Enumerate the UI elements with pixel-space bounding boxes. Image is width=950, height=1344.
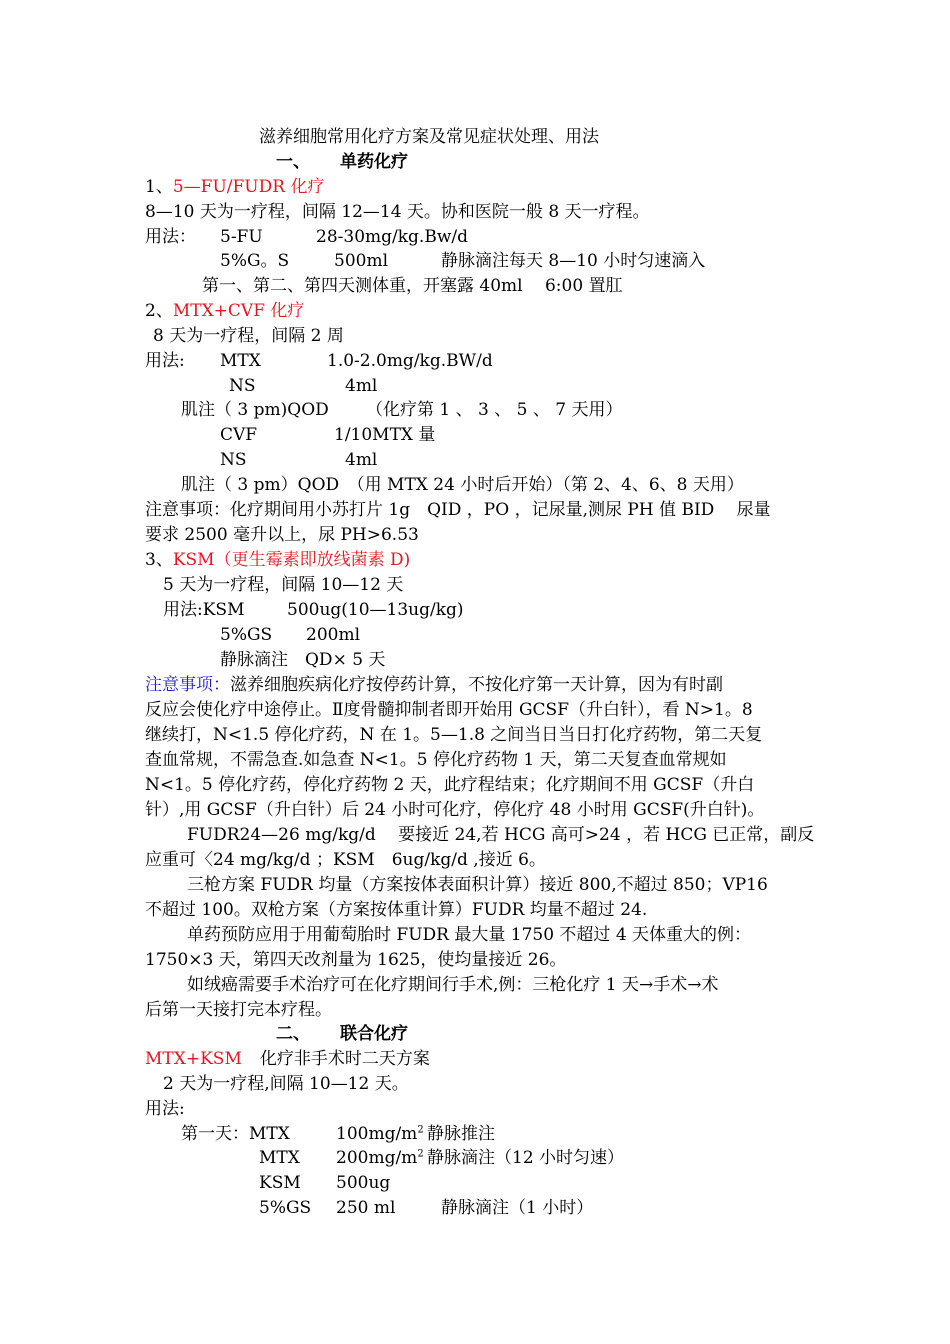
note: （化疗第 1 、 3 、 5 、 7 天用） — [366, 400, 623, 420]
text-line: 第一、第二、第四天测体重，开塞露 40ml 6:00 置肛 — [202, 276, 623, 296]
text-line: 8—10 天为一疗程，间隔 12—14 天。协和医院一般 8 天一疗程。 — [145, 202, 650, 222]
notes-line: 不超过 100。双枪方案（方案按体重计算）FUDR 均量不超过 24. — [145, 900, 648, 920]
dose: 28-30mg/kg.Bw/d — [316, 227, 468, 247]
regimen-name: 5—FU/FUDR 化疗 — [172, 177, 325, 197]
dose: 1/10MTX 量 — [334, 425, 436, 445]
dose: 500ug(10—13ug/kg) — [287, 600, 464, 620]
route: 静脉滴注 QD× 5 天 — [220, 650, 386, 670]
dose: 4ml — [345, 450, 378, 470]
dose: 500ml — [334, 251, 389, 271]
notes-line: N<1。5 停化疗药，停化疗药物 2 天，此疗程结束；化疗期间不用 GCSF（升白 — [145, 775, 755, 795]
drug-name: 5%G。S — [220, 251, 290, 271]
regimen-name: MTX+KSM — [145, 1049, 242, 1069]
dose: 4ml — [345, 376, 378, 396]
drug-name: MTX — [220, 351, 261, 371]
item-heading-1: 1、5—FU/FUDR 化疗 — [145, 177, 325, 197]
drug-name: CVF — [220, 425, 258, 445]
section-number: 一、 — [276, 152, 310, 172]
drug-name: 5-FU — [220, 227, 263, 247]
route: 肌注（ 3 pm）QOD （用 MTX 24 小时后开始）（第 2、4、6、8 天用） — [181, 475, 744, 495]
notes-line: FUDR24—26 mg/kg/d 要接近 24,若 HCG 高可>24 ，若 HCG 已正常，副反 — [187, 825, 815, 845]
item-heading-3: 3、KSM（更生霉素即放线菌素 D) — [145, 550, 411, 570]
drug-name: 第一天：MTX — [181, 1124, 290, 1144]
text-line: 2 天为一疗程,间隔 10—12 天。 — [163, 1074, 409, 1094]
notes-line: 反应会使化疗中途停止。Ⅱ度骨髓抑制者即开始用 GCSF（升白针），看 N>1。8 — [145, 700, 753, 720]
dose: $200mg/m^2$ — [336, 1148, 424, 1168]
document-title: 滋养细胞常用化疗方案及常见症状处理、用法 — [259, 127, 599, 147]
drug-name: NS — [229, 376, 256, 396]
text-line: 8 天为一疗程，间隔 2 周 — [153, 326, 344, 346]
text-line: 用法： — [145, 227, 196, 247]
dose: 500ug — [336, 1173, 391, 1193]
notes-line: 查血常规，不需急查.如急查 N<1。5 停化疗药物 1 天，第二天复查血常规如 — [145, 750, 727, 770]
route: 静脉滴注（12 小时匀速） — [427, 1148, 625, 1168]
notes-line: 继续打，N<1.5 停化疗药，N 在 1。5—1.8 之间当日当日打化疗药物，第二天复 — [145, 725, 763, 745]
dose: 200ml — [306, 625, 361, 645]
notes-line: 三枪方案 FUDR 均量（方案按体表面积计算）接近 800,不超过 850；VP16 — [187, 875, 768, 895]
combo-heading: MTX+KSM 化疗非手术时二天方案 — [145, 1049, 430, 1069]
notes-line: 1750×3 天，第四天改剂量为 1625，使均量接近 26。 — [145, 950, 567, 970]
section-heading-1 — [276, 150, 408, 174]
item-heading-2: 2、MTX+CVF 化疗 — [145, 301, 305, 321]
notes-line: 应重可〈24 mg/kg/d ；KSM 6ug/kg/d ,接近 6。 — [145, 850, 546, 870]
drug-name: NS — [220, 450, 247, 470]
dose: 1.0-2.0mg/kg.BW/d — [327, 351, 493, 371]
drug-name: KSM — [259, 1173, 301, 1193]
text-line: 5 天为一疗程，间隔 10—12 天 — [163, 575, 404, 595]
notes-line: 如绒癌需要手术治疗可在化疗期间行手术,例：三枪化疗 1 天→手术→术 — [187, 975, 719, 995]
section-heading-2 — [276, 1022, 408, 1046]
section-number: 二、 — [276, 1024, 310, 1044]
text-line: 用法: — [145, 351, 185, 371]
drug-name: 5%GS — [220, 625, 273, 645]
notes-label: 注意事项： — [145, 675, 230, 695]
regimen-name: KSM（更生霉素即放线菌素 D) — [172, 550, 411, 570]
section-label: 联合化疗 — [340, 1024, 408, 1044]
section-label: 单药化疗 — [340, 152, 408, 172]
text-line: 注意事项：化疗期间用小苏打片 1g QID ，PO ，记尿量,测尿 PH 值 BID 尿量 — [145, 500, 771, 520]
dose: $100mg/m^2$ — [336, 1124, 424, 1144]
route: 静脉推注 — [427, 1124, 495, 1144]
text-line: 要求 2500 毫升以上，尿 PH>6.53 — [145, 525, 419, 545]
notes-line: 单药预防应用于用葡萄胎时 FUDR 最大量 1750 不超过 4 天体重大的例： — [187, 925, 752, 945]
text-line: 用法: — [145, 1099, 185, 1119]
drug-name: 用法:KSM — [163, 600, 245, 620]
route: 静脉滴注（1 小时） — [441, 1198, 594, 1218]
drug-name: 5%GS — [259, 1198, 312, 1218]
notes-line: 针）,用 GCSF（升白针）后 24 小时可化疗，停化疗 48 小时用 GCSF(升白针)。 — [145, 800, 765, 820]
notes-line: 后第一天接打完本疗程。 — [145, 1000, 332, 1020]
route: 肌注（ 3 pm)QOD — [181, 400, 329, 420]
route: 静脉滴注每天 8—10 小时匀速滴入 — [441, 251, 706, 271]
notes-line: 注意事项：滋养细胞疾病化疗按停药计算，不按化疗第一天计算，因为有时副 — [145, 675, 723, 695]
drug-name: MTX — [259, 1148, 300, 1168]
regimen-name: MTX+CVF 化疗 — [172, 301, 305, 321]
dose: 250 ml — [336, 1198, 396, 1218]
